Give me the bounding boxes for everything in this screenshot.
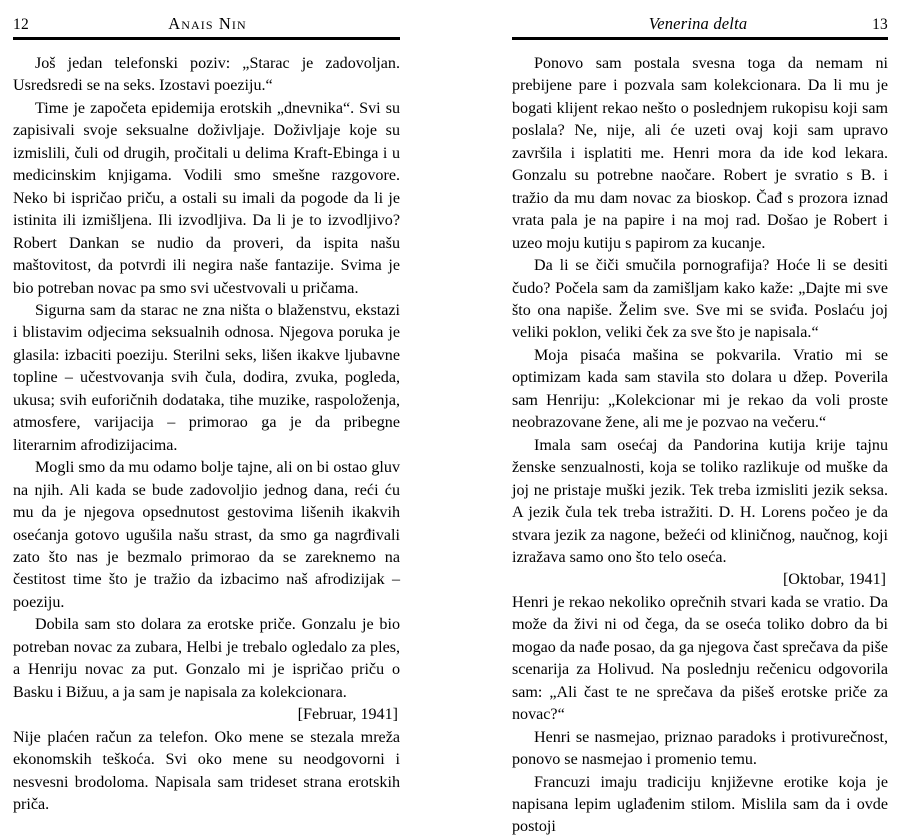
paragraph: Sigurna sam da starac ne zna ništa o blaženstvu, ekstazi i blistavim odjecima seksualnih odnosa. Njegova poruka je glasila: izbaciti poeziju. Sterilni seks, lišen ikakve ljubavne topline – učestvovanja svih čula, dodira, zvuka, pogleda, ukusa; svih euforičnih dodataka, tihe muzike, raspoloženja, atmosfere, varijacija – primorao ga je da pribegne literarnim afrodizijacima. [13,301,400,454]
right-header-rule [512,37,888,40]
date-marker: [Oktobar, 1941] [782,571,886,589]
left-running-head [13,14,400,34]
date-marker: [Februar, 1941] [297,706,398,724]
right-page [451,0,903,836]
paragraph: Henri se nasmejao, priznao paradoks i protivurečnost, ponovo se nasmejao i promenio temu. [512,728,888,769]
left-page-number: 12 [13,16,29,33]
right-running-head-title: Venerina delta [648,14,748,33]
paragraph: Nije plaćen račun za telefon. Oko mene se stezala mreža ekonomskih teškoća. Svi oko mene su neodgovorni i nesvesni brodoloma. Napisala sam trideset strana erotskih priča. [13,728,400,813]
paragraph: Time je započeta epidemija erotskih „dnevnika“. Svi su zapisivali svoje seksualne doživljaje. Doživljaje koje su izmislili, čuli od drugih, pročitali u delima Kraft-Ebinga i u medicinskim knjigama. Vodili smo smešne razgovore. Neko bi ispričao priču, a ostali su imali da pogode da li je istinita ili izmišljena. Ili izvodljiva. Da li je to izvodljivo? Robert Dankan se nudio da proveri, da ispita našu maštovitost, da potvrdi ili negira naše fantazije. Svima je bio potreban novac pa smo svi učestvovali u pričama. [13,99,400,297]
paragraph: Dobila sam sto dolara za erotske priče. Gonzalu je bio potreban novac za zubara, Helbi je trebalo ogledalo za ples, a Henriju novac za put. Gonzalo mi je ispričao priču o Basku i Bižuu, a ja sam je napisala za kolekcionara. [13,616,400,701]
paragraph: Francuzi imaju tradiciju književne erotike koja je napisana lepim uglađenim stilom. Mislila sam da i ovde postoji [512,773,888,836]
paragraph: Mogli smo da mu odamo bolje tajne, ali on bi ostao gluv na njih. Ali kada se bude zadovoljio jednog dana, reći ću mu da je njegova opsednutost gestovima lišenih ikakvih osećanja gotovo ugušila našu strast, da smo ga nagrđivali zato što nas je bezmalo primorao da se zareknemo na čestitost time što je tražio da izbacimo naš afrodizijak – poeziju. [13,459,400,611]
right-body-text [512,53,888,839]
paragraph: Imala sam osećaj da Pandorina kutija krije tajnu ženske senzualnosti, koja se toliko razlikuje od muške da joj ne pristaje muški jezik. Tek treba izmisliti jezik seksa. A jezik čula tek treba istražiti. D. H. Lorens počeo je da stvara jezik za nagone, bežeći od kliničnog, naučnog, koji izražava samo ono što telo oseća. [512,436,888,566]
paragraph: Još jedan telefonski poziv: „Starac je zadovoljan. Usredsredi se na seks. Izostavi poeziju.“ [13,55,400,95]
right-page-number: 13 [872,16,888,33]
paragraph: Henri je rekao nekoliko oprečnih stvari kada se vratio. Da može da živi ni od čega, da se oseća toliko dobro da bi mogao da nađe posao, da ga njegova čast sprečava da piše scenarija za Holivud. Na poslednju rečenicu odgovorila sam: „Ali čast te ne sprečava da pišeš erotske priče za novac?“ [512,593,888,724]
left-page [0,0,451,813]
right-running-head [512,14,888,34]
left-header-rule [13,37,400,40]
paragraph: Ponovo sam postala svesna toga da nemam ni prebijene pare i pozvala sam kolekcionara. Da li mu je bogati klijent rekao nešto o poslednjem rukopisu koji sam poslala? Ne, nije, ali će uzeti ovaj koji sam upravo završila i isplatiti me. Henri mora da ide kod lekara. Gonzalu su potrebne naočare. Robert je svratio s B. i tražio da mu dam novac za bioskop. Čađ s prozora iznad vrata pala je na papire i na moj rad. Došao je Robert i uzeo moju kutiju s papirom za kucanje. [512,55,888,252]
paragraph: Da li se čiči smučila pornografija? Hoće li se desiti čudo? Počela sam da zamišljam kako kaže: „Dajte mi sve što ona napiše. Želim sve. Sve mi se sviđa. Poslaću joj veliki poklon, veliki ček za sve što je napisala.“ [512,257,888,342]
left-running-head-title: Anais Nin [168,14,247,33]
paragraph: Moja pisaća mašina se pokvarila. Vratio mi se optimizam kada sam stavila sto dolara u džep. Poverila sam Henriju: „Kolekcionar mi je rekao da voli proste neobrazovane žene, ali me je pozvao na večeru.“ [512,346,888,432]
left-body-text [13,53,400,816]
